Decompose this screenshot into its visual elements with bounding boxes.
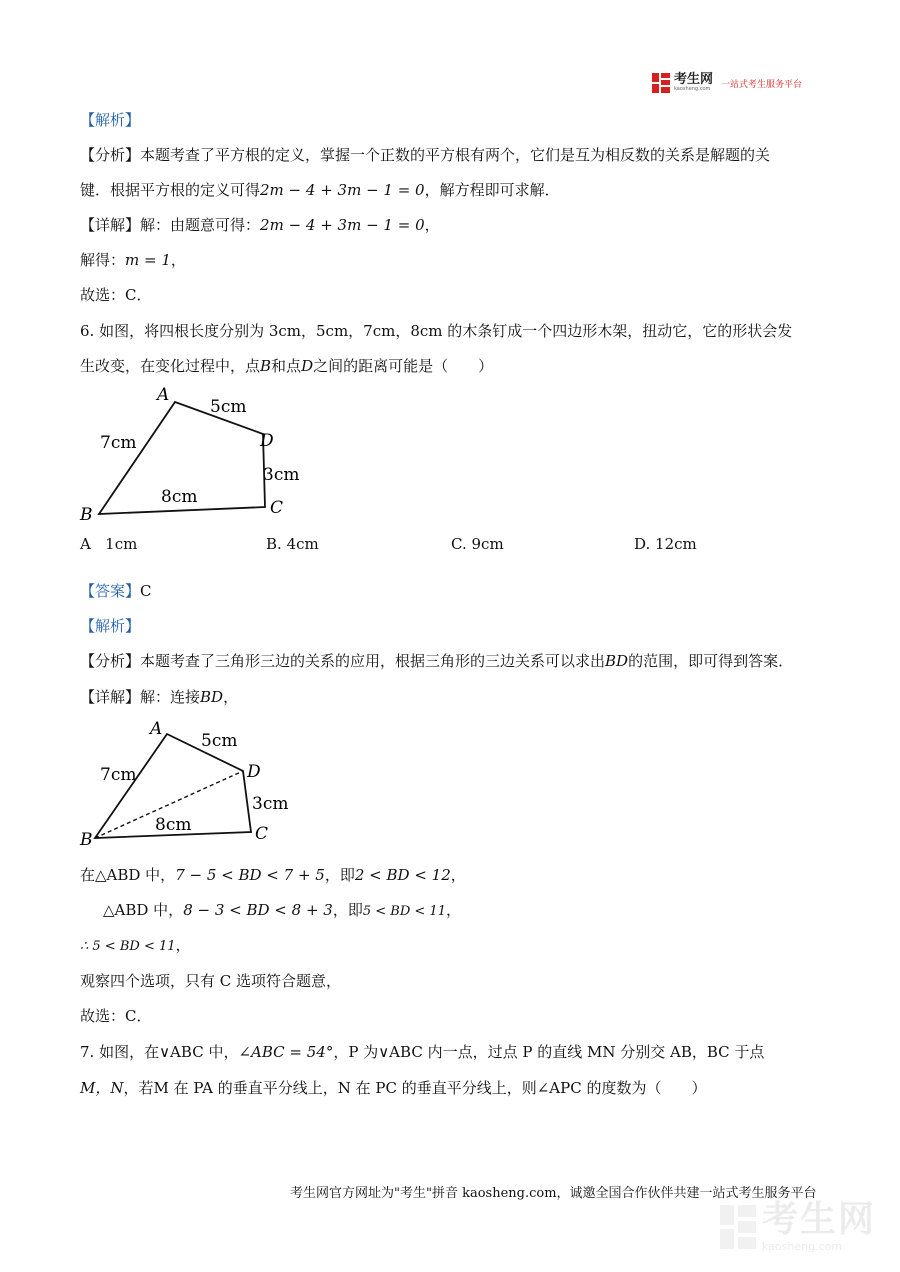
q6-inequality-line2 [103,899,461,923]
q7-text1a: 7. 如图，在∨ABC 中， [80,1043,239,1061]
q7-text1c: ， [333,1043,349,1061]
q6-observe: 观察四个选项，只有 C 选项符合题意， [80,972,342,990]
ineq2-result: 5 < BD < 11 [362,904,446,919]
q5-solve-line [80,249,186,271]
q5-detail-line [80,214,440,236]
q5-solve-equation: m = 1 [125,251,171,269]
ineq1-prefix: 在△ABD 中， [80,866,176,884]
q6-quadrilateral-bd-figure [75,712,315,857]
q6-analysis-text2: 的范围，即可得到答案． [628,652,794,670]
ineq1: 7 − 5 < BD < 7 + 5 [175,866,325,884]
q6-question-line1: 6. 如图，将四根长度分别为 3cm，5cm，7cm，8cm 的木条钉成一个四边形木架，扭动它，它的形状会发 [80,322,793,340]
option-a[interactable] [80,535,137,553]
option-b[interactable] [266,535,319,553]
q6-analysis-bd: BD [605,652,629,670]
ineq2-prefix: △ABD 中， [103,901,184,919]
therefore-inequality: ∴ 5 < BD < 11 [80,939,176,954]
q7-angle: ∠ABC = 54° [238,1043,334,1061]
fig1-length-dc: 3cm [263,465,300,485]
q5-analysis-tag: 【分析】 [80,146,141,164]
q6-answer-tag: 【答案】 [80,582,141,600]
q6-answer: C [140,582,152,600]
watermark-name: 考生网 [762,1199,877,1240]
q6-detail-end: ， [223,688,239,706]
fig2-length-bc: 8cm [155,815,192,835]
q7-question-line2 [80,1077,706,1099]
q7-text2b: ，若 [123,1079,154,1097]
q5-solve-label: 解得： [80,251,126,269]
option-b-letter: B. [266,535,282,553]
q5-solve-end: ， [170,251,186,269]
fig2-label-b: B [80,830,93,850]
fig1-length-ad: 5cm [210,397,247,417]
q5-detail-equation: 2m − 4 + 3m − 1 = 0 [260,216,425,234]
kaosheng-logo-icon [652,73,670,93]
q5-analysis-text2: 键．根据平方根的定义可得 [80,181,261,199]
fig1-length-ab: 7cm [100,433,137,453]
fig1-label-b: B [80,505,93,525]
q6-question-line2 [80,355,493,377]
q6-detail-tag: 【详解】 [80,688,141,706]
option-d-value: 12cm [655,535,697,553]
page-footer: 考生网官方网址为"考生"拼音 kaosheng.com，诚邀全国合作伙伴共建一站式考生服务平台 [290,1186,817,1201]
q6-detail-line [80,686,238,708]
q6-text2a: 生改变，在变化过程中，点 [80,357,261,375]
q6-analysis-line [80,650,793,672]
fig2-length-dc: 3cm [252,794,289,814]
q6-analysis-heading: 【解析】 [80,617,141,635]
q5-detail-text: 解：由题意可得： [140,216,261,234]
q6-options [80,535,780,557]
q6-detail-bd: BD [200,688,224,706]
option-a-letter: A [80,535,91,553]
ineq2: 8 − 3 < BD < 8 + 3 [183,901,333,919]
q6-text2c: 和点 [271,357,302,375]
option-c-value: 9cm [471,535,504,553]
ineq1-mid: ，即 [324,866,355,884]
q6-point-d: D [301,357,314,375]
header-logo [652,72,802,94]
q5-choice: 故选：C． [80,286,152,304]
q5-detail-end: ， [424,216,440,234]
watermark [720,1200,876,1253]
q6-detail-text: 解：连接 [140,688,201,706]
fig1-label-a: A [157,385,170,405]
q5-detail-tag: 【详解】 [80,216,141,234]
fig2-label-c: C [255,824,269,844]
q5-analysis-heading: 【解析】 [80,111,141,129]
ineq2-end: ， [445,901,461,919]
q6-point-b: B [260,357,272,375]
therefore-end: ， [175,936,191,954]
q5-analysis-equation: 2m − 4 + 3m − 1 = 0 [260,181,425,199]
q5-analysis-text: 本题考查了平方根的定义，掌握一个正数的平方根有两个，它们是互为相反数的关系是解题的关 [140,146,771,164]
q5-analysis-line2 [80,179,560,201]
q6-text2e: 之间的距离可能是（ ） [313,357,494,375]
logo-domain: kaosheng.com [674,86,711,92]
q6-choice: 故选：C． [80,1007,152,1025]
fig2-length-ad: 5cm [201,731,238,751]
option-a-value: 1cm [105,535,138,553]
option-c[interactable] [451,535,504,553]
option-d-letter: D. [634,535,651,553]
option-d[interactable] [634,535,697,553]
fig2-length-ab: 7cm [100,765,137,785]
option-c-letter: C. [451,535,467,553]
q7-text2c: M 在 PA 的垂直平分线上， [153,1079,338,1097]
option-b-value: 4cm [286,535,319,553]
q5-analysis-line1 [80,144,770,166]
watermark-logo-icon [720,1205,756,1249]
q5-analysis-text3: ，解方程即可求解． [424,181,560,199]
q6-therefore-line [80,934,191,958]
q7-points-mn: M，N [80,1079,124,1097]
ineq2-mid: ，即 [332,901,363,919]
logo-slogan: 一站式考生服务平台 [721,79,803,90]
fig1-label-c: C [270,498,284,518]
watermark-domain: kaosheng.com [762,1240,843,1253]
q6-analysis-text: 本题考查了三角形三边的关系的应用，根据三角形的三边关系可以求出 [140,652,606,670]
q6-quadrilateral-figure [75,380,315,530]
q6-analysis-tag: 【分析】 [80,652,141,670]
q7-text2d: N 在 PC 的垂直平分线上，则∠APC 的度数为（ ） [337,1079,707,1097]
fig1-label-d: D [260,431,274,451]
q6-inequality-line1 [80,864,466,886]
q7-question-line1 [80,1041,764,1063]
fig2-label-d: D [247,762,261,782]
ineq1-result: 2 < BD < 12 [354,866,451,884]
fig1-length-bc: 8cm [161,487,198,507]
q7-text1d: P 为∨ABC 内一点，过点 P 的直线 MN 分别交 AB，BC 于点 [348,1043,765,1061]
fig2-label-a: A [150,719,163,739]
ineq1-end: ， [450,866,466,884]
logo-name: 考生网 [674,72,714,87]
q6-answer-line [80,580,152,602]
